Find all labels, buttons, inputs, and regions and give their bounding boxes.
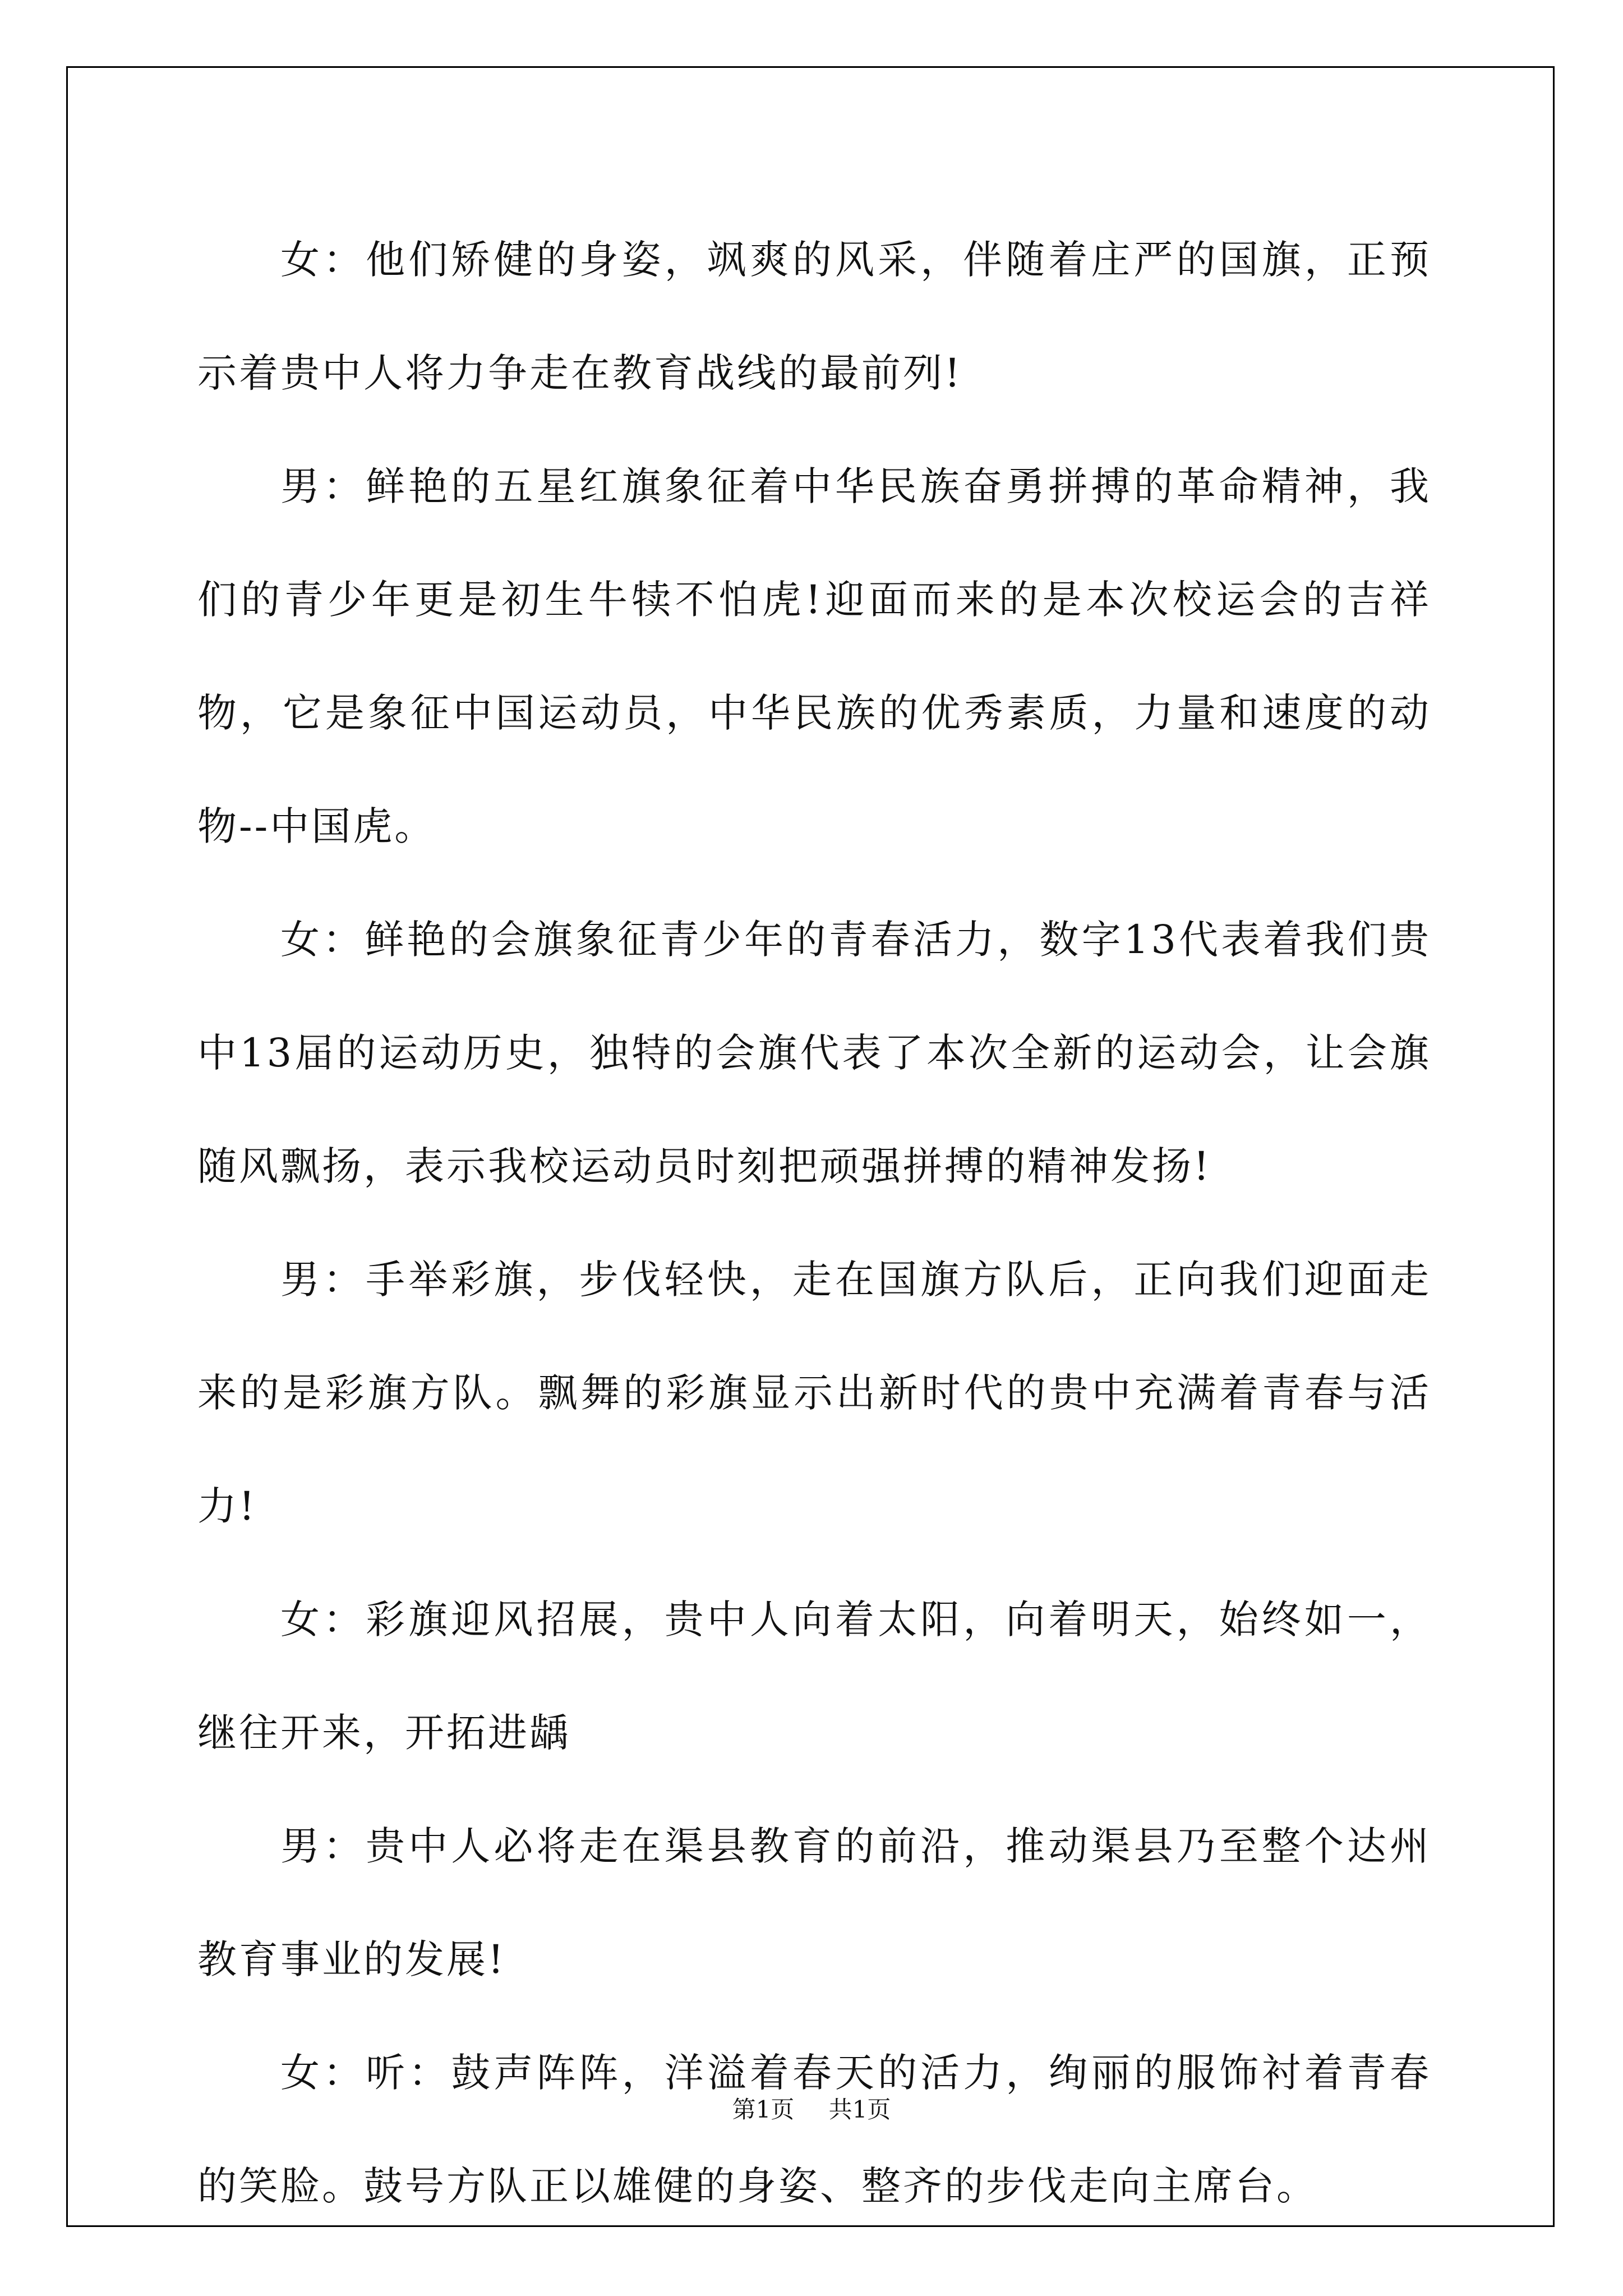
paragraph: 女：听：鼓声阵阵，洋溢着春天的活力，绚丽的服饰衬着青春的笑脸。鼓号方队正以雄健的身姿、整齐的步伐走向主席台。	[197, 2050, 1431, 2209]
document-body	[197, 203, 1431, 2243]
paragraph: 男：手举彩旗，步伐轻快，走在国旗方队后，正向我们迎面走来的是彩旗方队。飘舞的彩旗显示出新时代的贵中充满着青春与活力!	[197, 1257, 1431, 1529]
page-number: 第1页	[732, 2096, 795, 2123]
paragraph: 男：贵中人必将走在渠县教育的前沿，推动渠县乃至整个达州教育事业的发展!	[197, 1823, 1431, 1982]
page-footer	[0, 2091, 1623, 2125]
paragraph: 女：他们矫健的身姿，飒爽的风采，伴随着庄严的国旗，正预示着贵中人将力争走在教育战线的最前列!	[197, 237, 1431, 396]
paragraph: 女：彩旗迎风招展，贵中人向着太阳，向着明天，始终如一，继往开来，开拓进龋	[197, 1596, 1431, 1756]
paragraph: 男：鲜艳的五星红旗象征着中华民族奋勇拼搏的革命精神，我们的青少年更是初生牛犊不怕虎!迎面而来的是本次校运会的吉祥物，它是象征中国运动员，中华民族的优秀素质，力量和速度的动物--中国虎。	[197, 463, 1431, 849]
paragraph: 女：鲜艳的会旗象征青少年的青春活力，数字13代表着我们贵中13届的运动历史，独特的会旗代表了本次全新的运动会，让会旗随风飘扬，表示我校运动员时刻把顽强拼搏的精神发扬!	[197, 917, 1431, 1189]
page-total: 共1页	[828, 2096, 891, 2123]
